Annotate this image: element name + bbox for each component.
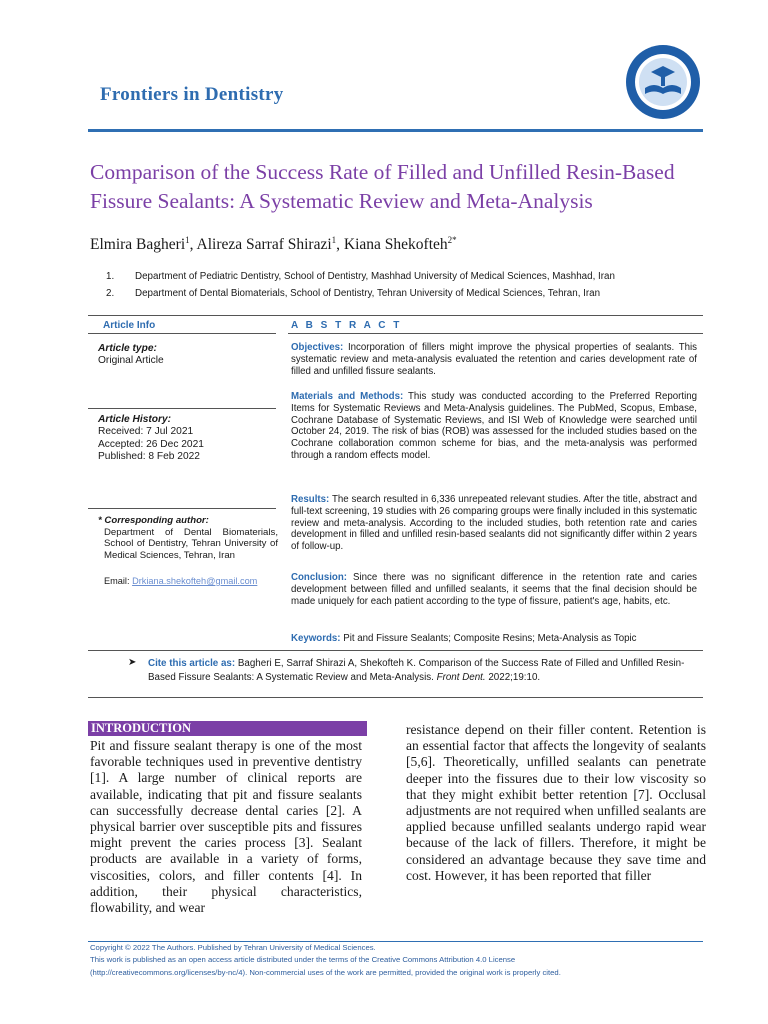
- published-date: Published: 8 Feb 2022: [98, 451, 200, 463]
- corresponding-address: Department of Dental Biomaterials, School of Dentistry, Tehran University of Medical Sciences, Tehran, Iran: [104, 526, 278, 561]
- email-block: [104, 575, 284, 587]
- affiliations: [106, 268, 615, 302]
- author-affiliation-mark: 1: [331, 235, 337, 245]
- article-info-header: Article Info: [103, 320, 156, 331]
- objectives-label: Objectives:: [291, 342, 344, 353]
- abstract-methods: [291, 391, 697, 462]
- intro-right-column: resistance depend on their filler content. Retention is an essential factor that affects the longevity of sealants [5,6]. Theoretically, unfilled sealants can penetrate deeper into the fissures due to their low viscosity so that they might exhibit better retention [7]. Occlusal adjustments are not required when unfilled sealants are applied because unfilled sealants undergo rapid wear because of the lack of fillers. Therefore, it might be considered an advantage because they save time and cost. However, it has been reported that filler: [406, 722, 706, 883]
- abstract-conclusion: [291, 572, 697, 607]
- history-label: Article History:: [98, 414, 172, 425]
- corresponding-block: [98, 515, 278, 561]
- cite-journal: Front Dent.: [436, 671, 486, 683]
- affiliation-item: 1. Department of Pediatric Dentistry, School of Dentistry, Mashhad University of Medical Sciences, Mashhad, Iran: [106, 271, 615, 282]
- footer-line: This work is published as an open access article distributed under the terms of the Creative Commons Attribution 4.0 License: [90, 955, 516, 965]
- abstract-keywords: [291, 633, 697, 645]
- methods-text: This study was conducted according to the Preferred Reporting Items for Systematic Reviews and Meta-Analysis guidelines. The PubMed, Scopus, Embase, Cochrane Database of Systematic Reviews, and ISI Web of Knowledge were searched until October 24, 2019. The risk of bias (ROB) was assessed for the included studies based on the Cochrane collaboration common scheme for bias, and the meta-analysis was performed through a random effects model.: [291, 391, 698, 461]
- conclusion-label: Conclusion:: [291, 572, 347, 583]
- methods-label: Materials and Methods:: [291, 391, 404, 402]
- abstract-results: [291, 494, 697, 553]
- objectives-text: Incorporation of fillers might improve the physical properties of sealants. This systematic review and meta-analysis evaluated the retention and caries development rate of filled and unfilled fissure sealants.: [291, 342, 697, 377]
- article-type-label: Article type:: [98, 343, 157, 354]
- affiliation-item: 2. Department of Dental Biomaterials, School of Dentistry, Tehran University of Medical Sciences, Tehran, Iran: [106, 288, 601, 299]
- info-header-rule: [88, 333, 276, 334]
- received-date: Received: 7 Jul 2021: [98, 426, 194, 438]
- section-heading-introduction: INTRODUCTION: [88, 721, 367, 736]
- article-type-block: [98, 343, 278, 368]
- citation-rule: [88, 697, 703, 698]
- cite-label: Cite this article as:: [148, 658, 236, 669]
- header-rule: [88, 129, 703, 132]
- author-separator: ,: [189, 236, 197, 254]
- results-text: The search resulted in 6,336 unrepeated relevant studies. After the title, abstract and full-text screening, 19 studies with 26 comparing groups were finally included in this systematic review and meta-analysis. According to the included studies, both retention rate and caries development in filled and unfilled resin-based sealants did not significantly differ within 2 years of follow-up.: [291, 494, 697, 553]
- author-list: [90, 235, 457, 254]
- copyright-footer: [90, 942, 704, 979]
- author-affiliation-mark: 1: [185, 235, 190, 245]
- corresponding-label: * Corresponding author:: [98, 515, 209, 526]
- email-link[interactable]: Drkiana.shekofteh@gmail.com: [132, 576, 258, 586]
- arrow-bullet-icon: ➤: [128, 657, 137, 668]
- results-label: Results:: [291, 494, 330, 505]
- author-name: Elmira Bagheri: [90, 236, 186, 254]
- box-bottom-rule: [88, 650, 703, 651]
- cite-tail: 2022;19:10.: [488, 671, 541, 683]
- email-label: Email:: [104, 576, 130, 586]
- box-top-rule: [88, 315, 703, 316]
- author-name: Kiana Shekofteh: [343, 236, 448, 254]
- footer-line: Copyright © 2022 The Authors. Published by Tehran University of Medical Sciences.: [90, 943, 376, 952]
- article-title: Comparison of the Success Rate of Filled and Unfilled Resin-Based Fissure Sealants: A Systematic Review and Meta-Analysis: [90, 160, 675, 213]
- keywords-text: Pit and Fissure Sealants; Composite Resins; Meta-Analysis as Topic: [343, 633, 637, 644]
- info-rule: [88, 408, 276, 409]
- info-rule: [88, 508, 276, 509]
- author-separator: ,: [336, 236, 344, 254]
- journal-name: Frontiers in Dentistry: [100, 84, 284, 105]
- article-type: Original Article: [98, 355, 164, 367]
- accepted-date: Accepted: 26 Dec 2021: [98, 438, 204, 450]
- footer-line: (http://creativecommons.org/licenses/by-nc/4). Non-commercial uses of the work are permitted, provided the original work is properly cited.: [90, 967, 561, 977]
- journal-logo: [625, 44, 701, 120]
- abstract-header-rule: [288, 333, 703, 334]
- abstract-header: A B S T R A C T: [291, 320, 402, 331]
- author-name: Alireza Sarraf Shirazi: [196, 236, 332, 254]
- conclusion-text: Since there was no significant difference in the retention rate and caries development between filled and unfilled sealants, it seems that the final decision should be made uniquely for each patient according to the type of fissure, patient's age, habits, etc.: [291, 572, 697, 607]
- author-affiliation-mark: 2*: [447, 235, 457, 245]
- abstract-objectives: [291, 342, 697, 377]
- history-block: [98, 414, 278, 464]
- citation-block: [148, 657, 703, 684]
- keywords-label: Keywords:: [291, 633, 341, 644]
- intro-left-column: Pit and fissure sealant therapy is one of the most favorable techniques used in preventive dentistry [1]. A large number of clinical reports are available, indicating that pit and fissure sealants can successfully decrease dental caries [2]. A physical barrier over susceptible pits and fissures might prevent the caries process [3]. Sealant products are available in a variety of forms, viscosities, colors, and filler contents [4]. In addition, their physical characteristics, flowability, and wear: [90, 738, 362, 916]
- cite-text: Bagheri E, Sarraf Shirazi A, Shekofteh K. Comparison of the Success Rate of Filled and Unfilled Resin-Based Fissure Sealants: A Systematic Review and Meta-Analysis.: [148, 658, 685, 683]
